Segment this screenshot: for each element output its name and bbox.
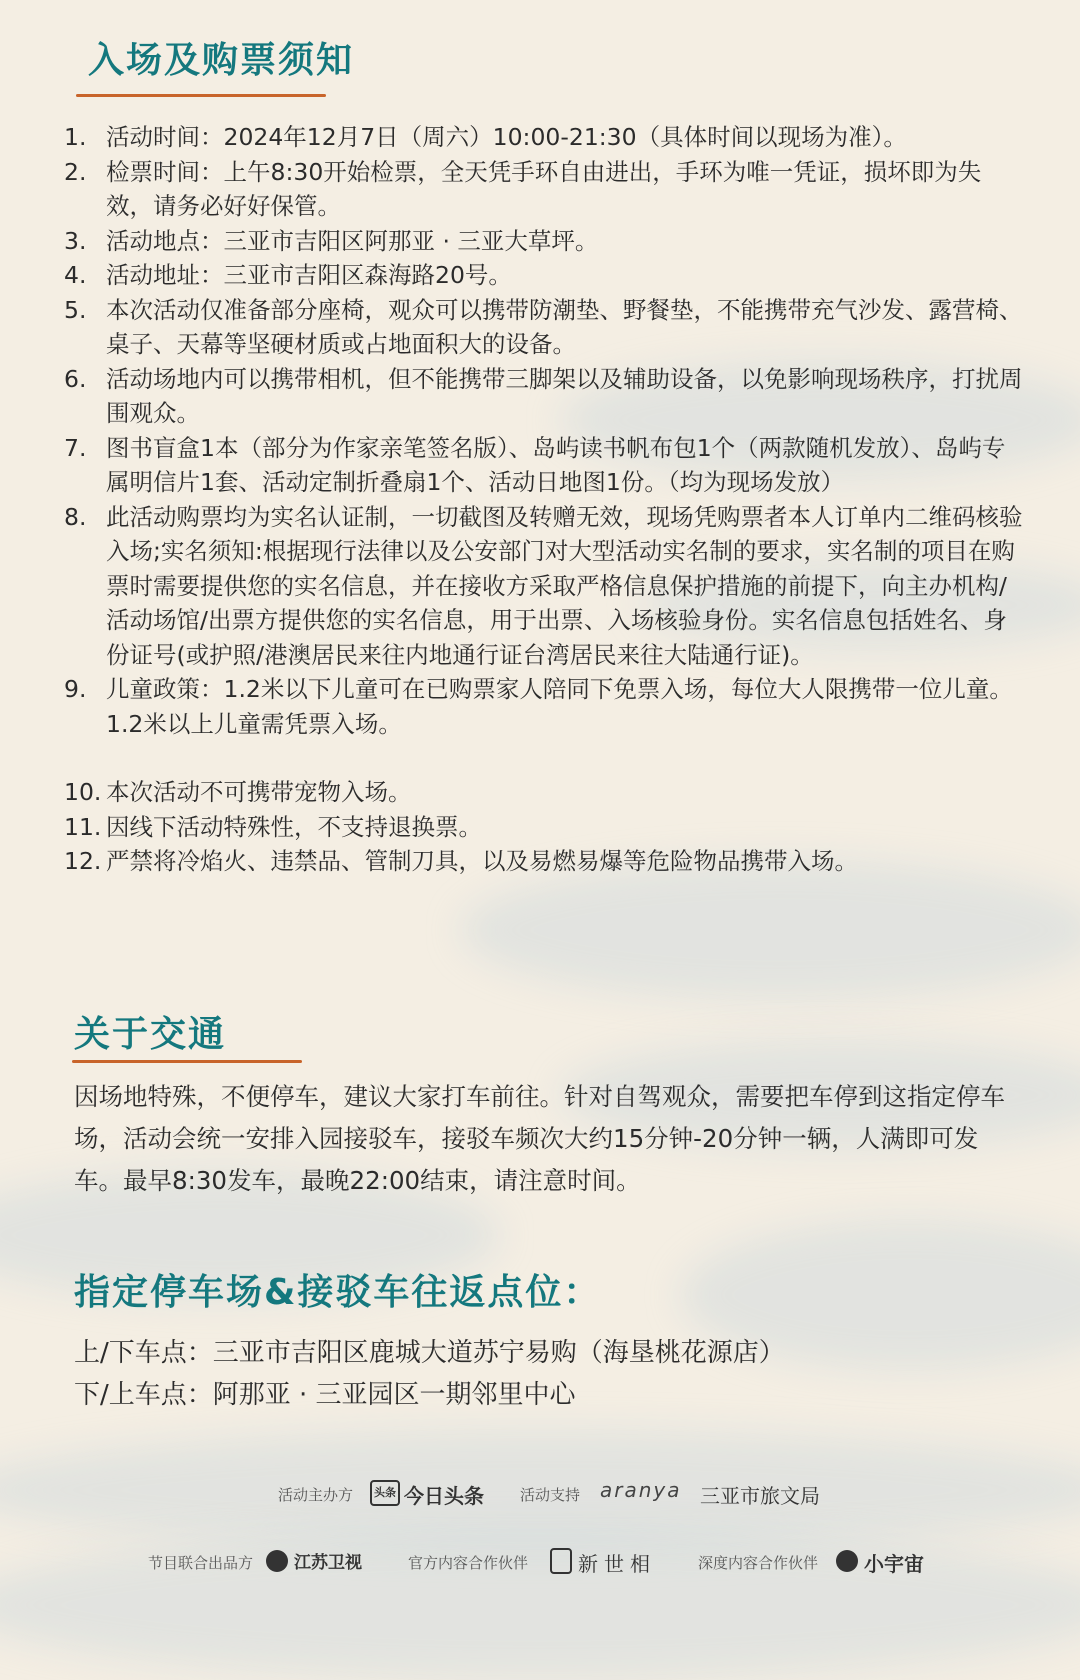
notice-item-number: 1.: [64, 123, 87, 151]
notice-item-number: 3.: [64, 226, 87, 255]
notice-item-text: 活动时间：2024年12月7日（周六）10:00-21:30（具体时间以现场为准）。: [106, 123, 907, 151]
notice-item-text: 检票时间：上午8:30开始检票，全天凭手环自由进出，手环为唯一凭证，损坏即为失效，请务必好好保管。: [106, 157, 982, 220]
parking-title: 指定停车场&接驳车往返点位：: [74, 1272, 602, 1313]
notice-title-underline: [76, 94, 326, 97]
notice-item-number: 2.: [64, 157, 87, 186]
bureau-name: 三亚市旅文局: [700, 1484, 820, 1508]
notice-item-7: [64, 431, 1024, 500]
jiangsu-tv-logo-icon: [266, 1550, 288, 1572]
aranya-logo: aranya: [600, 1478, 682, 1502]
notice-item-text: 本次活动不可携带宠物入场。: [106, 778, 412, 806]
content-partner-label: 官方内容合作伙伴: [408, 1554, 529, 1572]
traffic-text: 因场地特殊，不便停车，建议大家打车前往。针对自驾观众，需要把车停到这指定停车场，活动会统一安排入园接驳车，接驳车频次大约15分钟-20分钟一辆，人满即可发车。最早8:30发车，最晚22:00结束，请注意时间。: [74, 1082, 1005, 1195]
notice-item-number: 10.: [64, 778, 102, 806]
coproducer-label: 节目联合出品方: [148, 1554, 254, 1572]
notice-item-10: [64, 775, 1024, 810]
notice-item-number: 5.: [64, 295, 87, 324]
content-partner-name: 新世相: [578, 1552, 656, 1576]
notice-item-text: 本次活动仅准备部分座椅，观众可以携带防潮垫、野餐垫，不能携带充气沙发、露营椅、桌子、天幕等坚硬材质或占地面积大的设备。: [106, 295, 1023, 358]
notice-item-3: [64, 224, 1024, 259]
notice-item-number: 9.: [64, 675, 87, 703]
notice-item-number: 4.: [64, 261, 87, 289]
depth-partner-label: 深度内容合作伙伴: [698, 1554, 819, 1572]
notice-item-text: 严禁将冷焰火、违禁品、管制刀具，以及易燃易爆等危险物品携带入场。: [106, 847, 858, 875]
notice-item-1: [64, 120, 1024, 155]
notice-item-4: [64, 258, 1024, 293]
dropoff-point: 下/上车点：阿那亚 · 三亚园区一期邻里中心: [74, 1380, 576, 1410]
notice-item-text: 活动场地内可以携带相机，但不能携带三脚架以及辅助设备，以免影响现场秩序，打扰周围观众。: [106, 364, 1023, 427]
notice-item-9: [64, 672, 1024, 741]
notice-item-text: 图书盲盒1本（部分为作家亲笔签名版）、岛屿读书帆布包1个（两款随机发放）、岛屿专属明信片1套、活动定制折叠扇1个、活动日地图1份。（均为现场发放）: [106, 433, 1006, 496]
traffic-title: 关于交通: [74, 1014, 227, 1055]
traffic-title-underline: [72, 1060, 302, 1063]
xinshixiang-logo-icon: [550, 1548, 572, 1574]
xiaoyuzhou-logo-icon: [836, 1550, 858, 1572]
pickup-point: 上/下车点：三亚市吉阳区鹿城大道苏宁易购（海垦桃花源店）: [74, 1338, 785, 1368]
notice-item-number: 7.: [64, 433, 87, 462]
support-label: 活动支持: [520, 1486, 581, 1504]
notice-item-6: [64, 362, 1024, 431]
notice-item-11: [64, 810, 1024, 845]
notice-item-text: 此活动购票均为实名认证制，一切截图及转赠无效，现场凭购票者本人订单内二维码核验入场;实名须知:根据现行法律以及公安部门对大型活动实名制的要求，实名制的项目在购票时需要提供您的实名信息，并在接收方采取严格信息保护措施的前提下，向主办机构/活动场馆/出票方提供您的实名信息，用于出票、入场核验身份。实名信息包括姓名、身份证号(或护照/港澳居民来往内地通行证台湾居民来往大陆通行证)。: [106, 502, 1023, 669]
notice-item-text: 因线下活动特殊性，不支持退换票。: [106, 812, 482, 841]
depth-partner-name: 小宇宙: [864, 1552, 924, 1576]
notice-item-number: 11.: [64, 812, 102, 841]
organizer-label: 活动主办方: [278, 1486, 354, 1504]
notice-item-12: [64, 844, 1024, 879]
notice-item-number: 12.: [64, 847, 102, 875]
toutiao-logo-icon: 头条: [370, 1480, 400, 1506]
notice-item-number: 8.: [64, 502, 87, 531]
notice-item-text: 儿童政策：1.2米以下儿童可在已购票家人陪同下免票入场，每位大人限携带一位儿童。1.2米以上儿童需凭票入场。: [106, 675, 1013, 738]
notice-list: [64, 120, 1024, 879]
notice-title: 入场及购票须知: [88, 40, 355, 81]
notice-item-8: [64, 500, 1024, 673]
notice-item-text: 活动地点：三亚市吉阳区阿那亚 · 三亚大草坪。: [106, 226, 599, 255]
notice-item-5: [64, 293, 1024, 362]
notice-item-text: 活动地址：三亚市吉阳区森海路20号。: [106, 261, 512, 289]
coproducer-name: 江苏卫视: [294, 1553, 362, 1573]
organizer-name: 今日头条: [404, 1484, 484, 1508]
notice-item-number: 6.: [64, 364, 87, 393]
notice-item-2: [64, 155, 1024, 224]
